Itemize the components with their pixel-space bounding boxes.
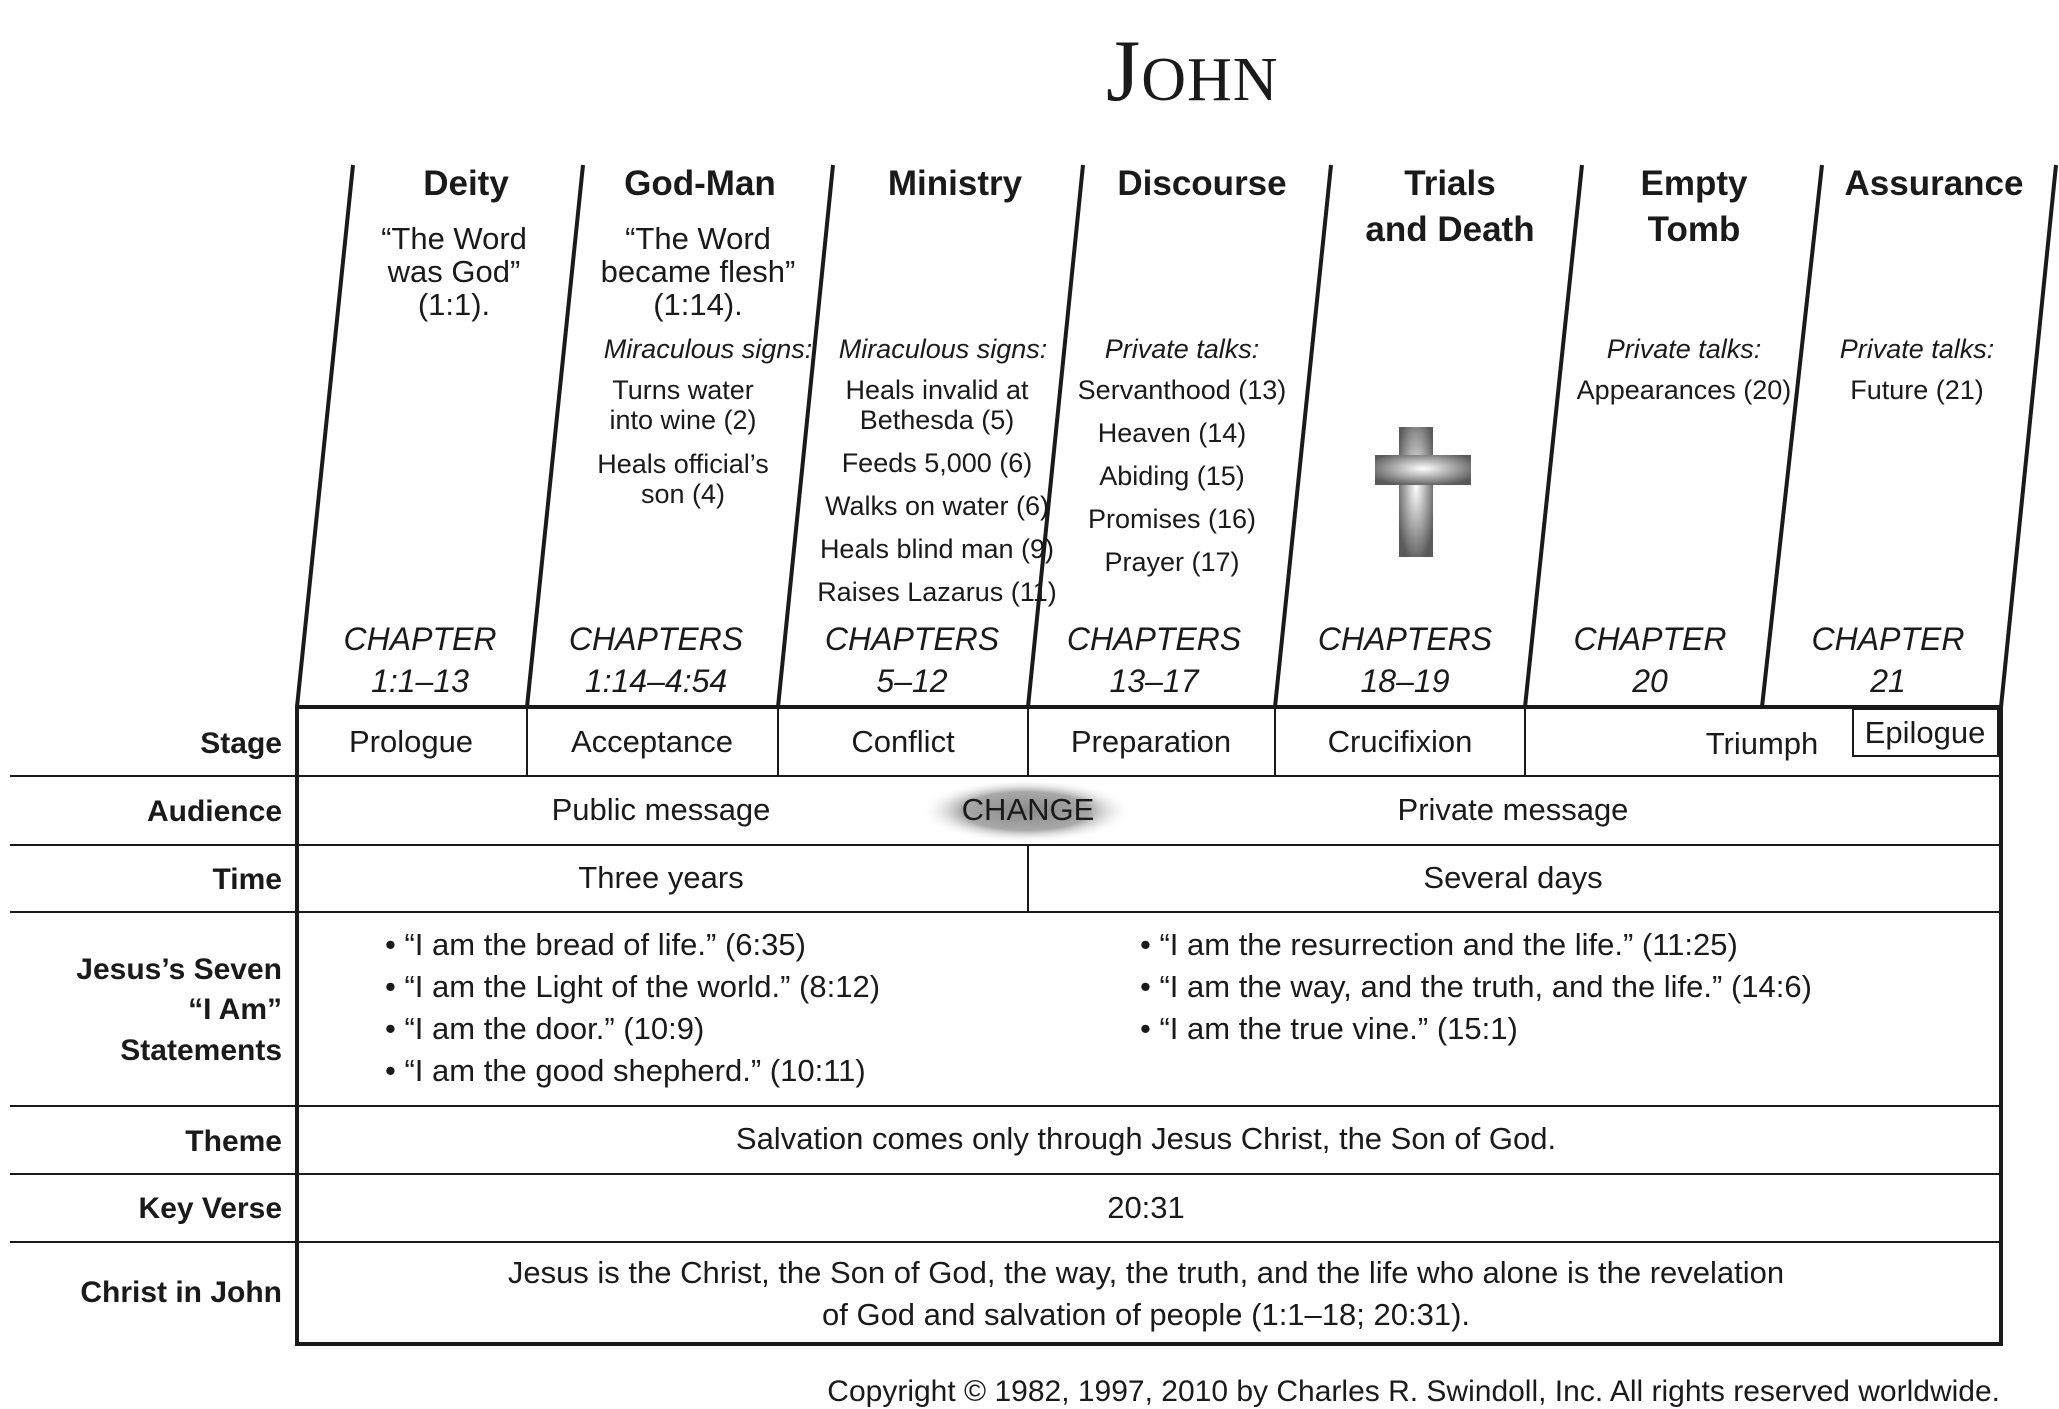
column-item: into wine (2)	[609, 405, 757, 435]
column-item: Feeds 5,000 (6)	[841, 448, 1033, 478]
copyright: Copyright © 1982, 1997, 2010 by Charles R. Swindoll, Inc. All rights reserved worldwide.	[827, 1375, 2000, 1408]
column-1	[344, 164, 527, 699]
stage-cell: Acceptance	[571, 724, 733, 759]
audience-private: Private message	[1397, 792, 1629, 827]
i-am-statements	[385, 927, 1812, 1088]
column-divider	[2001, 165, 2056, 707]
i-am-statement: • “I am the door.” (10:9)	[385, 1011, 705, 1046]
i-am-statement: • “I am the true vine.” (15:1)	[1140, 1011, 1518, 1046]
column-heading: God-Man	[624, 164, 776, 203]
i-am-statement: • “I am the good shepherd.” (10:11)	[385, 1053, 866, 1088]
i-am-statement: • “I am the way, and the truth, and the life.” (14:6)	[1140, 969, 1812, 1004]
chapter-range: 1:1–13	[371, 663, 469, 699]
column-quote: became flesh”	[600, 254, 796, 289]
column-heading: Discourse	[1117, 164, 1287, 203]
row-label-i-am-2: “I Am”	[188, 993, 282, 1026]
row-label-christ-in-john: Christ in John	[80, 1276, 282, 1309]
stage-cell: Triumph	[1705, 726, 1819, 761]
column-heading: Ministry	[887, 164, 1023, 203]
column-item: Heals invalid at	[845, 375, 1029, 405]
column-3	[817, 164, 1057, 699]
title-initial: J	[1106, 23, 1142, 120]
column-quote: “The Word	[381, 221, 527, 256]
column-quote: (1:1).	[417, 287, 491, 322]
row-label-stage: Stage	[200, 727, 282, 760]
christ-text-line-1: Jesus is the Christ, the Son of God, the way, the truth, and the life who alone is the revelation	[507, 1255, 1785, 1290]
time-left: Three years	[578, 860, 744, 895]
i-am-statement: • “I am the resurrection and the life.” (11:25)	[1140, 927, 1738, 962]
column-heading: Tomb	[1647, 210, 1741, 249]
chapter-label: CHAPTERS	[824, 621, 1000, 657]
column-item: Turns water	[612, 375, 754, 405]
column-2	[569, 164, 812, 699]
chart-title	[1106, 23, 1279, 120]
column-item: Heals blind man (9)	[819, 534, 1055, 564]
cross-icon	[1375, 427, 1471, 557]
column-item: Walks on water (6)	[824, 491, 1050, 521]
stage-cell: Prologue	[348, 724, 474, 759]
row-label-theme: Theme	[185, 1125, 282, 1158]
column-item: Heaven (14)	[1097, 418, 1247, 448]
column-item: Future (21)	[1850, 375, 1984, 405]
chapter-label: CHAPTER	[1811, 621, 1965, 657]
column-subheading: Private talks:	[1839, 334, 1995, 364]
column-item: Prayer (17)	[1104, 547, 1240, 577]
time-right: Several days	[1423, 860, 1603, 895]
christ-text-line-2: of God and salvation of people (1:1–18; 20:31).	[821, 1297, 1471, 1332]
row-label-i-am-1: Jesus’s Seven	[76, 953, 282, 986]
column-item: Appearances (20)	[1576, 375, 1792, 405]
audience-public: Public message	[551, 792, 771, 827]
column-subheading: Miraculous signs:	[838, 334, 1048, 364]
row-label-time: Time	[212, 863, 282, 896]
i-am-statement: • “I am the Light of the world.” (8:12)	[385, 969, 881, 1004]
theme-text: Salvation comes only through Jesus Christ, the Son of God.	[735, 1121, 1557, 1156]
chapter-range: 18–19	[1360, 663, 1450, 699]
column-item: Servanthood (13)	[1077, 375, 1287, 405]
row-label-audience: Audience	[146, 795, 282, 828]
chapter-range: 1:14–4:54	[584, 663, 728, 699]
chapter-range: 21	[1870, 663, 1906, 699]
column-heading: Empty	[1640, 164, 1748, 203]
chapter-range: 13–17	[1109, 663, 1199, 699]
chapter-label: CHAPTERS	[1317, 621, 1493, 657]
column-item: Raises Lazarus (11)	[817, 577, 1057, 607]
column-heading: Assurance	[1844, 164, 2024, 203]
column-subheading: Private talks:	[1104, 334, 1260, 364]
column-6	[1574, 164, 1792, 699]
row-label-key-verse: Key Verse	[138, 1192, 282, 1225]
stage-epilogue: Epilogue	[1864, 715, 1986, 750]
column-item: Bethesda (5)	[859, 405, 1015, 435]
i-am-statement: • “I am the bread of life.” (6:35)	[385, 927, 806, 962]
stage-cell: Preparation	[1070, 724, 1232, 759]
column-4	[1067, 164, 1287, 699]
column-heading: Trials	[1404, 164, 1496, 203]
column-item: Abiding (15)	[1099, 461, 1245, 491]
column-heading: Deity	[423, 164, 509, 203]
column-heading: and Death	[1365, 210, 1535, 249]
column-quote: was God”	[387, 254, 521, 289]
chapter-range: 5–12	[876, 663, 948, 699]
column-quote: “The Word	[625, 221, 771, 256]
stage-cell: Conflict	[851, 724, 955, 759]
row-label-i-am-3: Statements	[120, 1034, 282, 1067]
column-item: Heals official’s	[597, 449, 769, 479]
chapter-label: CHAPTERS	[568, 621, 744, 657]
title-rest: OHN	[1141, 46, 1279, 114]
chapter-label: CHAPTER	[343, 621, 497, 657]
column-item: son (4)	[640, 479, 726, 509]
chapter-label: CHAPTERS	[1066, 621, 1242, 657]
stage-cell: Crucifixion	[1327, 724, 1473, 759]
column-subheading: Private talks:	[1606, 334, 1762, 364]
key-verse-text: 20:31	[1107, 1190, 1185, 1225]
column-subheading: Miraculous signs:	[603, 334, 813, 364]
chapter-label: CHAPTER	[1573, 621, 1727, 657]
column-quote: (1:14).	[653, 287, 743, 322]
audience-change: CHANGE	[961, 792, 1095, 827]
column-7	[1812, 164, 2024, 699]
column-item: Promises (16)	[1087, 504, 1257, 534]
chapter-range: 20	[1632, 663, 1668, 699]
